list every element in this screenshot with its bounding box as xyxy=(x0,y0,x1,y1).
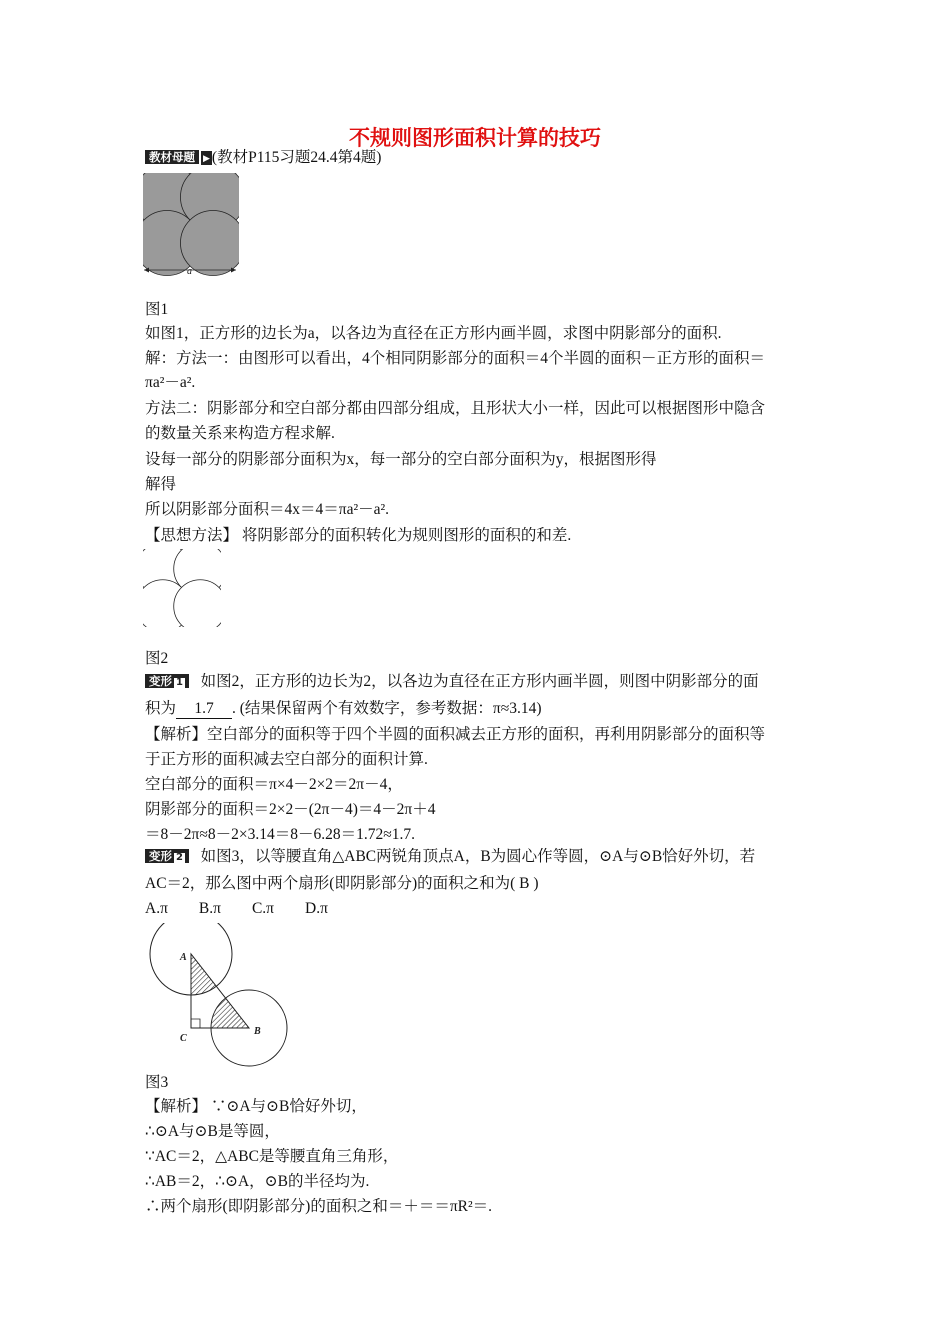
variant1-calc3: ＝8－2π≈8－2×3.14＝8－6.28＝1.72≈1.7. xyxy=(145,826,415,843)
option-a: A.π xyxy=(145,900,168,917)
label-a: A xyxy=(180,952,187,963)
analysis2-line5: ∴两个扇形(即阴影部分)的面积之和＝＋＝＝πR²＝. xyxy=(145,1198,493,1215)
figure-3 xyxy=(148,923,293,1071)
method2-line2: 的数量关系来构造方程求解. xyxy=(145,425,335,442)
method2-line1: 方法二：阴影部分和空白部分都由四部分组成，且形状大小一样，因此可以根据图形中隐含 xyxy=(145,400,766,417)
source-text: (教材P115习题24.4第4题) xyxy=(211,149,382,166)
option-c: C.π xyxy=(251,900,274,917)
variant1-calc2: 阴影部分的面积＝2×2－(2π－4)＝4－2π＋4 xyxy=(145,801,436,818)
method2-line5: 所以阴影部分面积＝4x＝4＝πa²－a². xyxy=(145,501,390,518)
variant2-options xyxy=(145,898,328,920)
answer-blank: 1.7 xyxy=(176,700,232,719)
idea-line: 【思想方法】 将阴影部分的面积转化为规则图形的面积的和差. xyxy=(145,527,572,544)
variant2-badge: 变形 2 xyxy=(145,849,189,863)
label-b: B xyxy=(254,1026,261,1037)
side-label-a: a xyxy=(187,266,192,277)
analysis2-line1: 【解析】 ∵⊙A与⊙B恰好外切， xyxy=(145,1098,367,1115)
method1-line2: πa²－a². xyxy=(145,374,196,391)
source-line xyxy=(145,147,381,169)
analysis2-line4: ∴AB＝2，∴⊙A，⊙B的半径均为. xyxy=(145,1173,370,1190)
variant2-line2: AC＝2，那么图中两个扇形(即阴影部分)的面积之和为( B ) xyxy=(145,875,539,892)
variant1-badge: 变形 1 xyxy=(145,674,189,688)
method1-line1: 解：方法一：由图形可以看出，4个相同阴影部分的面积＝4个半圆的面积－正方形的面积＝ xyxy=(145,350,766,367)
analysis2-line2: ∴⊙A与⊙B是等圆， xyxy=(145,1123,280,1140)
fig1-caption: 图1 xyxy=(145,301,169,318)
variant1-line1 xyxy=(145,671,759,693)
figure-2 xyxy=(143,549,221,627)
variant1-analysis2: 于正方形的面积减去空白部分的面积计算. xyxy=(145,751,428,768)
method2-line3: 设每一部分的阴影部分面积为x，每一部分的空白部分面积为y，根据图形得 xyxy=(145,451,657,468)
option-b: B.π xyxy=(198,900,221,917)
label-c: C xyxy=(180,1033,187,1044)
variant1-analysis1: 【解析】空白部分的面积等于四个半圆的面积减去正方形的面积，再利用阴影部分的面积等 xyxy=(145,726,766,743)
fig3-caption: 图3 xyxy=(145,1074,169,1091)
option-d: D.π xyxy=(305,900,328,917)
figure-1 xyxy=(143,173,239,277)
page-title: 不规则图形面积计算的技巧 xyxy=(349,126,601,150)
source-badge: 教材母题 xyxy=(145,150,199,164)
variant1-line2: 积为 1.7 . (结果保留两个有效数字，参考数据：π≈3.14) xyxy=(145,700,542,717)
variant1-calc1: 空白部分的面积＝π×4－2×2＝2π－4， xyxy=(145,776,403,793)
method2-line4: 解得 xyxy=(145,476,177,493)
variant2-text: 如图3，以等腰直角△ABC两锐角顶点A，B为圆心作等圆，⊙A与⊙B恰好外切，若 xyxy=(200,848,756,865)
problem-statement: 如图1，正方形的边长为a，以各边为直径在正方形内画半圆，求图中阴影部分的面积. xyxy=(145,325,722,342)
variant2-line1 xyxy=(145,846,755,868)
variant1-text: 如图2，正方形的边长为2，以各边为直径在正方形内画半圆，则图中阴影部分的面 xyxy=(200,673,759,690)
analysis2-line3: ∵AC＝2，△ABC是等腰直角三角形， xyxy=(145,1148,399,1165)
fig2-caption: 图2 xyxy=(145,650,169,667)
play-icon: ▶ xyxy=(203,153,210,163)
